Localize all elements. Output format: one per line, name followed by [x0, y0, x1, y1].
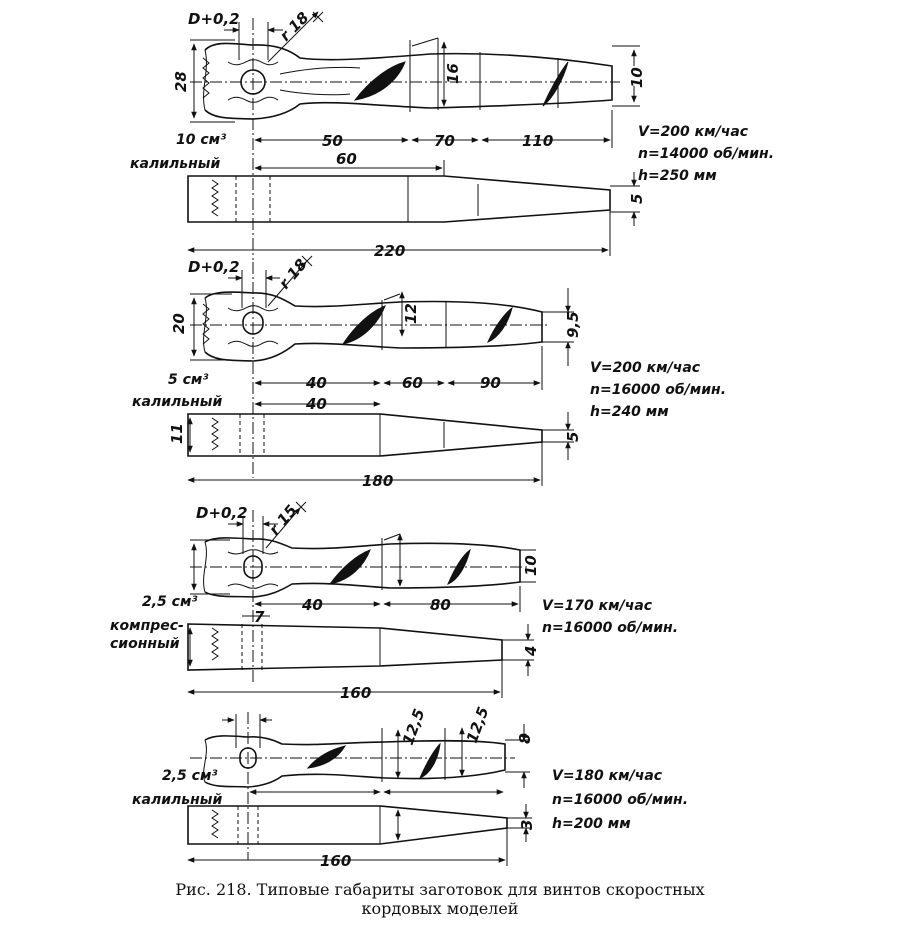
blank-4-tip-width: 8	[516, 733, 534, 744]
blank-2-dim-90: 90	[480, 374, 501, 392]
blank-1-thickness: 5	[628, 193, 646, 204]
blank-2-rpm: n=16000 об/мин.	[590, 382, 727, 398]
blank-3-tip-width: 10	[522, 555, 540, 576]
blank-4-volume: 2,5 см³	[162, 768, 218, 784]
blank-3-engine-line1: компрес-	[110, 618, 184, 634]
blank-2-plan-view	[190, 256, 550, 478]
blank-2-speed: V=200 км/час	[590, 360, 701, 376]
blank-3-thickness: 4	[522, 645, 540, 656]
blank-2-thickness: 5	[564, 431, 582, 442]
blank-4-length: 160	[320, 852, 352, 870]
blank-2-labels	[132, 255, 726, 490]
blank-2-tip-width: 9,5	[564, 311, 582, 338]
blank-1-bore: D+0,2	[188, 10, 240, 28]
blank-3-dim-40: 40	[302, 596, 323, 614]
blank-3-plan-view	[190, 502, 528, 685]
blank-1-hub-width: 28	[172, 71, 190, 92]
blank-1-tip-width: 10	[628, 67, 646, 88]
blank-2-hub-width: 20	[170, 313, 188, 334]
blank-2-thickness-hub: 11	[168, 423, 186, 444]
blank-4-thickness: 3	[518, 819, 536, 830]
blank-4-chord-2: 12,5	[462, 704, 493, 746]
blank-1-flat: 60	[336, 150, 357, 168]
blank-2-pitch: h=240 мм	[590, 404, 669, 420]
blank-3-rpm: n=16000 об/мин.	[542, 620, 679, 636]
blank-4-pitch: h=200 мм	[552, 816, 631, 832]
caption-line-2: кордовых моделей	[361, 899, 519, 918]
blank-3-engine-line2: сионный	[110, 636, 180, 652]
blank-1-length: 220	[374, 242, 406, 260]
caption-line-1: Рис. 218. Типовые габариты заготовок для винтов скоростных	[175, 880, 705, 899]
blank-1-side-view	[188, 172, 640, 226]
figure-caption	[120, 880, 760, 918]
blank-1-rpm: n=14000 об/мин.	[638, 146, 775, 162]
blank-3-dim-80: 80	[430, 596, 451, 614]
blank-2-length: 180	[362, 472, 394, 490]
blank-2-dim-60: 60	[402, 374, 423, 392]
blank-3-bore: D+0,2	[196, 504, 248, 522]
blank-1-dimensions	[188, 22, 640, 256]
blank-2-chord: 12	[402, 303, 420, 324]
blank-1-speed: V=200 км/час	[638, 124, 749, 140]
blank-2-radius: r 18	[275, 255, 311, 293]
blank-3-labels	[110, 501, 678, 702]
blank-1-dim-110: 110	[522, 132, 554, 150]
blank-1-chord: 16	[444, 63, 462, 84]
blank-3-radius: r 15	[265, 501, 301, 539]
blank-3-flat: 7	[254, 608, 265, 626]
blank-4-labels	[132, 704, 688, 870]
blank-4-chord-1: 12,5	[398, 706, 429, 748]
blank-4-engine: калильный	[132, 792, 223, 808]
blank-4-speed: V=180 км/час	[552, 768, 663, 784]
blank-2-bore: D+0,2	[188, 258, 240, 276]
blank-1-volume: 10 см³	[176, 132, 227, 148]
blank-4-side-view	[188, 804, 532, 844]
blank-1-dim-50: 50	[322, 132, 343, 150]
blank-2-flat: 40	[306, 395, 327, 413]
blank-3-dimensions	[188, 516, 536, 698]
blank-4-rpm: n=16000 об/мин.	[552, 792, 689, 808]
blank-2-dim-40: 40	[306, 374, 327, 392]
blank-3-speed: V=170 км/час	[542, 598, 653, 614]
blank-1-radius: r 18	[276, 8, 313, 45]
blank-2-volume: 5 см³	[168, 372, 209, 388]
blank-2-engine: калильный	[132, 394, 223, 410]
blank-3-length: 160	[340, 684, 372, 702]
blank-1-engine: калильный	[130, 156, 221, 172]
blank-1-dim-70: 70	[434, 132, 455, 150]
blank-2-side-view	[188, 412, 574, 460]
blank-1-pitch: h=250 мм	[638, 168, 717, 184]
blank-3-side-view	[188, 624, 534, 676]
blank-3-volume: 2,5 см³	[142, 594, 198, 610]
